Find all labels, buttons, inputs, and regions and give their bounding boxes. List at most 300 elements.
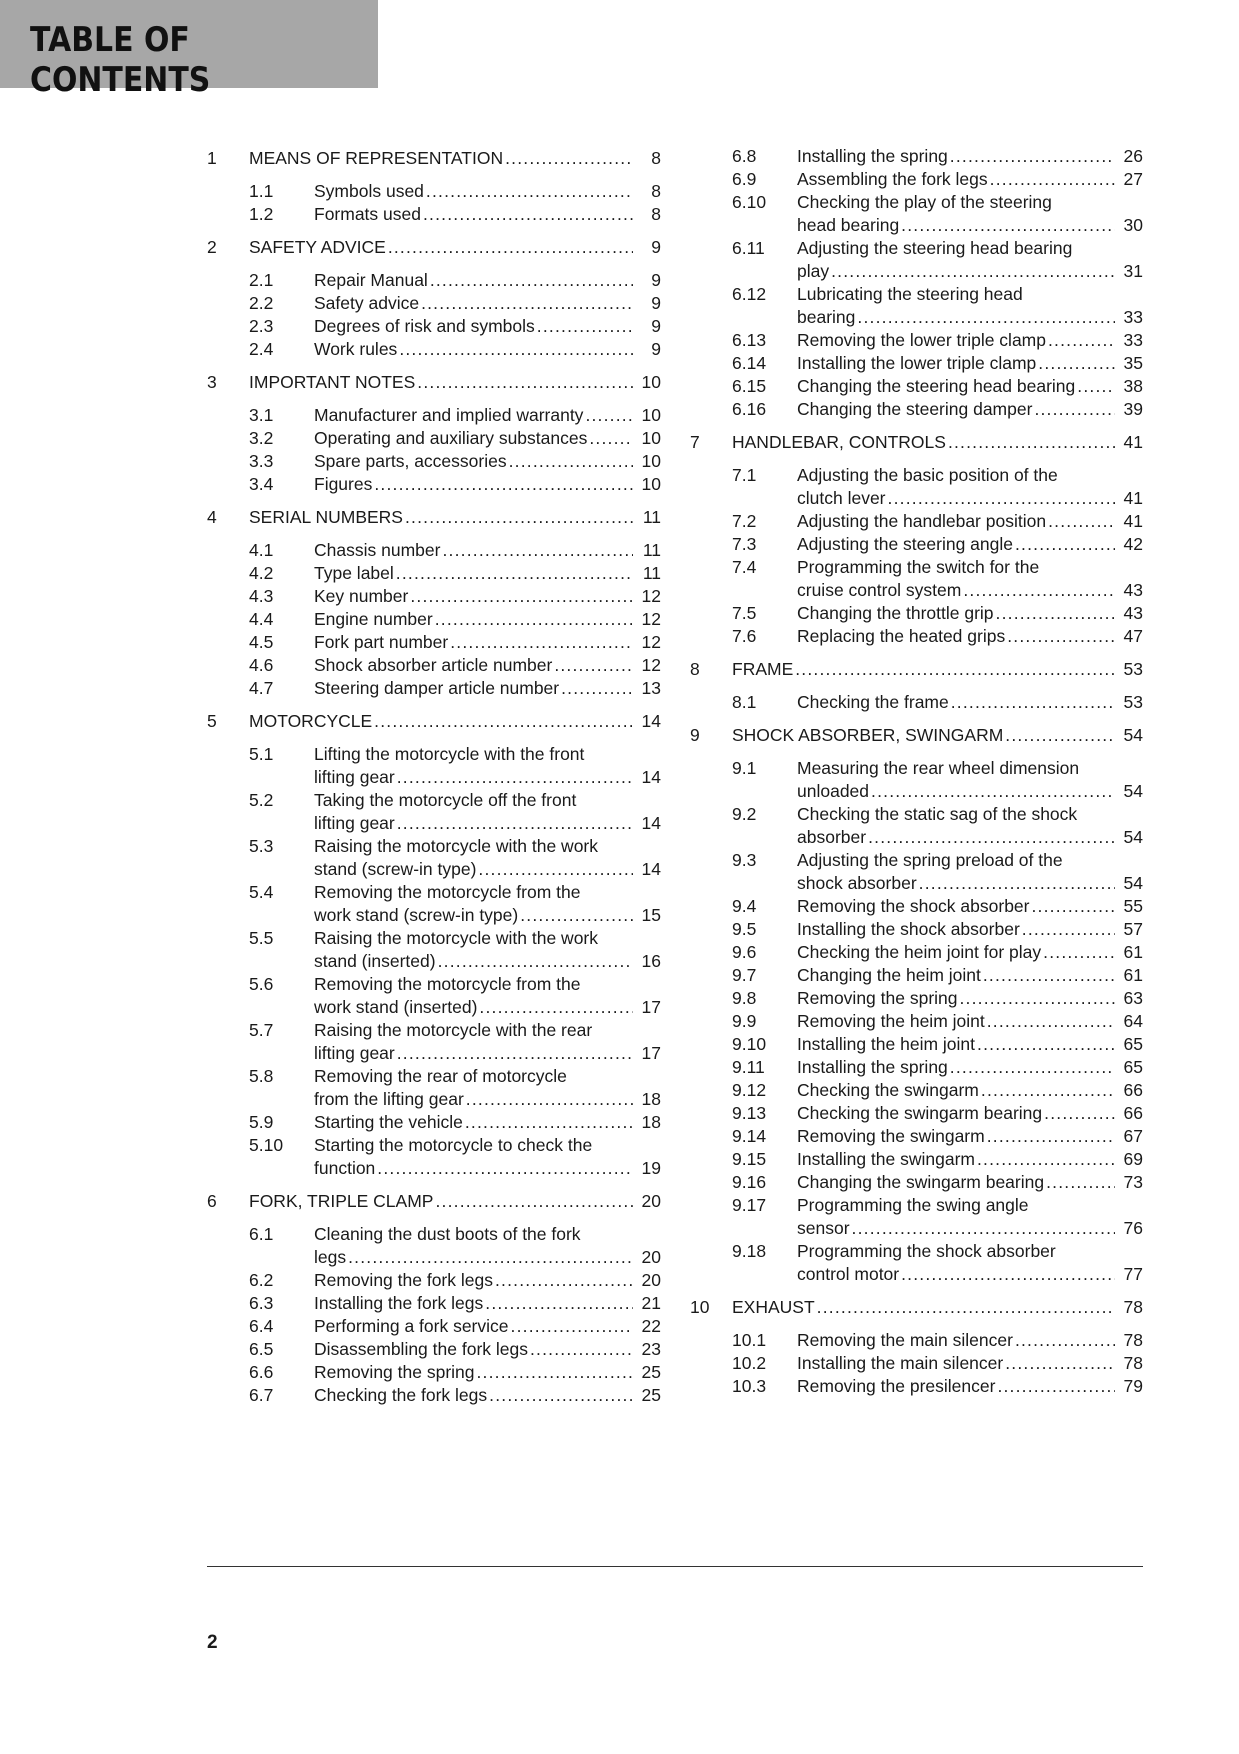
toc-entry-page: 17 <box>641 997 661 1017</box>
toc-entry-label <box>797 510 1143 533</box>
toc-section-entry[interactable] <box>690 1056 1143 1079</box>
toc-section-entry[interactable] <box>690 1375 1143 1398</box>
toc-section-entry[interactable] <box>207 1111 661 1134</box>
dot-leader <box>990 168 1115 191</box>
toc-entry-page: 65 <box>1123 1034 1143 1054</box>
toc-entry-title-line: sensor <box>797 1218 850 1238</box>
toc-entry-title-line: Installing the shock absorber <box>797 919 1020 939</box>
toc-section-entry[interactable] <box>690 895 1143 918</box>
toc-entry-number: 10 <box>690 1297 710 1317</box>
dot-leader <box>901 214 1115 237</box>
toc-section-entry[interactable] <box>207 1134 661 1180</box>
toc-entry-label <box>797 464 1143 510</box>
toc-entry-label <box>797 1010 1143 1033</box>
dot-leader <box>421 292 633 315</box>
toc-section-entry[interactable] <box>690 464 1143 510</box>
dot-leader <box>960 987 1116 1010</box>
toc-entry-label <box>797 964 1143 987</box>
toc-section-entry[interactable] <box>207 427 661 450</box>
toc-chapter-entry[interactable] <box>690 431 1143 454</box>
toc-entry-number: 6.9 <box>732 169 757 189</box>
toc-entry-title-line: Installing the heim joint <box>797 1034 976 1054</box>
dot-leader <box>561 677 633 700</box>
toc-section-entry[interactable] <box>207 1315 661 1338</box>
toc-section-entry[interactable] <box>690 533 1143 556</box>
toc-entry-title-line: Steering damper article number <box>314 678 560 698</box>
toc-entry-label <box>797 1171 1143 1194</box>
toc-section-entry[interactable] <box>207 1269 661 1292</box>
toc-entry-label <box>797 1056 1143 1079</box>
toc-entry-label <box>797 941 1143 964</box>
toc-chapter-entry[interactable] <box>690 724 1143 747</box>
dot-leader <box>397 1042 633 1065</box>
toc-section-entry[interactable] <box>207 450 661 473</box>
toc-entry-label <box>314 1269 661 1292</box>
toc-entry-label <box>314 539 661 562</box>
dot-leader <box>1031 895 1115 918</box>
toc-entry-page: 11 <box>642 563 661 583</box>
toc-section-entry[interactable] <box>207 608 661 631</box>
toc-entry-label <box>797 1352 1143 1375</box>
toc-section-entry[interactable] <box>207 789 661 835</box>
toc-entry-page: 33 <box>1123 330 1143 350</box>
toc-entry-title-line: Starting the vehicle <box>314 1112 463 1132</box>
toc-entry-title-line: Replacing the heated grips <box>797 626 1006 646</box>
toc-entry-title-line: unloaded <box>797 781 870 801</box>
dot-leader <box>479 996 633 1019</box>
toc-section-entry[interactable] <box>207 404 661 427</box>
toc-entry-title-line: Chassis number <box>314 540 441 560</box>
toc-entry-label <box>314 180 661 203</box>
toc-entry-title-line: Checking the frame <box>797 692 949 712</box>
toc-entry-title-line: Programming the swing angle <box>797 1195 1029 1215</box>
toc-entry-title-line: Removing the heim joint <box>797 1011 985 1031</box>
toc-entry-title-line: Installing the lower triple clamp <box>797 353 1037 373</box>
toc-entry-title-line: Changing the swingarm bearing <box>797 1172 1045 1192</box>
toc-section-entry[interactable] <box>690 510 1143 533</box>
toc-entry-page: 67 <box>1123 1126 1143 1146</box>
toc-section-entry[interactable] <box>207 881 661 927</box>
toc-entry-page: 12 <box>641 655 661 675</box>
toc-entry-label <box>797 918 1143 941</box>
toc-entry-number: 4.7 <box>249 678 274 698</box>
toc-entry-label <box>797 987 1143 1010</box>
toc-entry-page: 14 <box>641 813 661 833</box>
toc-entry-number: 4.1 <box>249 540 274 560</box>
toc-entry-label <box>314 1361 661 1384</box>
toc-section-entry[interactable] <box>690 1171 1143 1194</box>
toc-entry-number: 7.4 <box>732 557 757 577</box>
toc-entry-page: 17 <box>641 1043 661 1063</box>
toc-entry-title-line: stand (inserted) <box>314 951 436 971</box>
dot-leader <box>377 1157 633 1180</box>
toc-chapter-entry[interactable] <box>690 1296 1143 1319</box>
toc-entry-page: 54 <box>1123 725 1143 745</box>
toc-entry-title-line: SAFETY ADVICE <box>249 237 386 257</box>
toc-entry-label <box>797 191 1143 237</box>
toc-entry-title-line: control motor <box>797 1264 900 1284</box>
toc-entry-number: 1.1 <box>249 181 274 201</box>
toc-entry-page: 23 <box>641 1339 661 1359</box>
toc-entry-title-line: Removing the spring <box>797 988 958 1008</box>
toc-entry-label <box>797 352 1143 375</box>
toc-entry-title-line: shock absorber <box>797 873 917 893</box>
toc-section-entry[interactable] <box>207 973 661 1019</box>
toc-entry-title-line: MOTORCYCLE <box>249 711 373 731</box>
toc-section-entry[interactable] <box>690 329 1143 352</box>
toc-section-entry[interactable] <box>690 556 1143 602</box>
toc-entry-title-line: SHOCK ABSORBER, SWINGARM <box>732 725 1004 745</box>
dot-leader <box>977 1033 1115 1056</box>
toc-section-entry[interactable] <box>207 338 661 361</box>
toc-entry-title-line: FRAME <box>732 659 794 679</box>
toc-section-entry[interactable] <box>207 677 661 700</box>
toc-entry-title-line: lifting gear <box>314 813 395 833</box>
toc-section-entry[interactable] <box>690 168 1143 191</box>
toc-entry-label <box>732 724 1143 747</box>
toc-chapter-entry[interactable] <box>207 1190 661 1213</box>
toc-section-entry[interactable] <box>207 269 661 292</box>
toc-section-entry[interactable] <box>690 1352 1143 1375</box>
dot-leader <box>1077 375 1115 398</box>
toc-entry-title-line: Removing the rear of motorcycle <box>314 1066 567 1086</box>
toc-entry-number: 9.14 <box>732 1126 767 1146</box>
toc-entry-number: 9.4 <box>732 896 757 916</box>
toc-entry-title-line: Installing the spring <box>797 146 948 166</box>
toc-entry-title-line: Checking the fork legs <box>314 1385 488 1405</box>
toc-section-entry[interactable] <box>207 1338 661 1361</box>
toc-entry-title-line: FORK, TRIPLE CLAMP <box>249 1191 434 1211</box>
toc-entry-title-line: head bearing <box>797 215 900 235</box>
toc-section-entry[interactable] <box>207 292 661 315</box>
toc-section-entry[interactable] <box>207 927 661 973</box>
dot-leader <box>417 371 633 394</box>
toc-entry-page: 61 <box>1123 942 1143 962</box>
toc-entry-number: 9.11 <box>732 1057 765 1077</box>
toc-entry-title-line: Removing the main silencer <box>797 1330 1013 1350</box>
toc-section-entry[interactable] <box>690 849 1143 895</box>
toc-entry-number: 7.6 <box>732 626 757 646</box>
toc-section-entry[interactable] <box>690 602 1143 625</box>
toc-entry-label <box>314 203 661 226</box>
dot-leader <box>478 858 633 881</box>
toc-entry-label <box>797 602 1143 625</box>
toc-entry-page: 69 <box>1123 1149 1143 1169</box>
dot-leader <box>987 1125 1115 1148</box>
toc-section-entry[interactable] <box>207 1065 661 1111</box>
dot-leader <box>1048 510 1115 533</box>
toc-entry-page: 11 <box>642 507 661 527</box>
toc-entry-number: 9.16 <box>732 1172 767 1192</box>
toc-section-entry[interactable] <box>690 352 1143 375</box>
toc-entry-number: 2.3 <box>249 316 274 336</box>
dot-leader <box>374 710 633 733</box>
dot-leader <box>537 315 633 338</box>
toc-section-entry[interactable] <box>690 941 1143 964</box>
toc-section-entry[interactable] <box>207 743 661 789</box>
dot-leader <box>1022 918 1115 941</box>
toc-entry-title-line: Programming the switch for the <box>797 557 1040 577</box>
dot-leader <box>348 1246 633 1269</box>
toc-entry-title-line: Removing the motorcycle from the <box>314 882 581 902</box>
toc-entry-page: 53 <box>1123 692 1143 712</box>
toc-entry-number: 3.4 <box>249 474 274 494</box>
toc-entry-number: 1 <box>207 148 217 168</box>
toc-entry-number: 8 <box>690 659 700 679</box>
toc-entry-label <box>732 431 1143 454</box>
toc-entry-number: 6.10 <box>732 192 767 212</box>
dot-leader <box>410 585 633 608</box>
toc-section-entry[interactable] <box>690 625 1143 648</box>
toc-entry-page: 33 <box>1123 307 1143 327</box>
toc-entry-page: 8 <box>651 204 661 224</box>
toc-chapter-entry[interactable] <box>207 371 661 394</box>
dot-leader <box>977 1148 1115 1171</box>
toc-section-entry[interactable] <box>690 1125 1143 1148</box>
dot-leader <box>438 950 633 973</box>
toc-section-entry[interactable] <box>690 237 1143 283</box>
toc-entry-number: 10.2 <box>732 1353 767 1373</box>
toc-entry-page: 31 <box>1123 261 1143 281</box>
toc-entry-page: 9 <box>651 270 661 290</box>
dot-leader <box>530 1338 633 1361</box>
dot-leader <box>396 562 633 585</box>
toc-entry-title-line: Checking the play of the steering <box>797 192 1052 212</box>
toc-section-entry[interactable] <box>690 964 1143 987</box>
toc-entry-page: 54 <box>1123 827 1143 847</box>
dot-leader <box>868 826 1115 849</box>
dot-leader <box>997 1375 1115 1398</box>
toc-entry-title-line: Removing the shock absorber <box>797 896 1030 916</box>
toc-entry-number: 6.16 <box>732 399 767 419</box>
toc-entry-label <box>314 269 661 292</box>
toc-entry-page: 77 <box>1123 1264 1143 1284</box>
toc-entry-title-line: Lifting the motorcycle with the front <box>314 744 585 764</box>
toc-chapter-entry[interactable] <box>207 147 661 170</box>
toc-entry-label <box>797 1329 1143 1352</box>
toc-entry-page: 76 <box>1123 1218 1143 1238</box>
dot-leader <box>426 180 633 203</box>
toc-entry-label <box>797 757 1143 803</box>
dot-leader <box>888 487 1115 510</box>
toc-chapter-entry[interactable] <box>207 506 661 529</box>
toc-entry-title-line: from the lifting gear <box>314 1089 464 1109</box>
toc-chapter-entry[interactable] <box>690 658 1143 681</box>
toc-entry-label <box>249 506 661 529</box>
toc-entry-label <box>314 450 661 473</box>
dot-leader <box>388 236 633 259</box>
toc-entry-page: 43 <box>1123 580 1143 600</box>
toc-section-entry[interactable] <box>690 803 1143 849</box>
toc-entry-title-line: Raising the motorcycle with the work <box>314 836 598 856</box>
toc-section-entry[interactable] <box>207 203 661 226</box>
toc-entry-page: 78 <box>1123 1353 1143 1373</box>
toc-entry-number: 4.3 <box>249 586 274 606</box>
toc-chapter-entry[interactable] <box>207 236 661 259</box>
toc-entry-number: 6.5 <box>249 1339 274 1359</box>
toc-section-entry[interactable] <box>690 1102 1143 1125</box>
toc-entry-title-line: SERIAL NUMBERS <box>249 507 403 527</box>
toc-entry-number: 2.2 <box>249 293 274 313</box>
toc-section-entry[interactable] <box>207 180 661 203</box>
toc-entry-page: 9 <box>651 316 661 336</box>
dot-leader <box>950 145 1115 168</box>
toc-entry-label <box>797 556 1143 602</box>
toc-entry-number: 5.2 <box>249 790 274 810</box>
toc-entry-page: 14 <box>641 767 661 787</box>
toc-entry-title-line: function <box>314 1158 376 1178</box>
page-title: TABLE OF CONTENTS <box>30 20 211 100</box>
toc-entry-page: 38 <box>1123 376 1143 396</box>
toc-section-entry[interactable] <box>690 691 1143 714</box>
toc-section-entry[interactable] <box>207 654 661 677</box>
toc-entry-number: 6.1 <box>249 1224 274 1244</box>
toc-entry-page: 9 <box>651 339 661 359</box>
toc-entry-number: 10.3 <box>732 1376 767 1396</box>
header-banner <box>0 0 378 100</box>
toc-entry-title-line: Key number <box>314 586 409 606</box>
dot-leader <box>948 431 1115 454</box>
toc-entry-title-line: Repair Manual <box>314 270 428 290</box>
toc-entry-number: 5.9 <box>249 1112 274 1132</box>
toc-section-entry[interactable] <box>207 1223 661 1269</box>
dot-leader <box>901 1263 1115 1286</box>
toc-entry-title-line: Adjusting the basic position of the <box>797 465 1058 485</box>
toc-entry-page: 64 <box>1123 1011 1143 1031</box>
toc-entry-label <box>797 1125 1143 1148</box>
toc-entry-label <box>314 1019 661 1065</box>
toc-section-entry[interactable] <box>690 1148 1143 1171</box>
toc-entry-label <box>797 375 1143 398</box>
toc-entry-page: 10 <box>641 451 661 471</box>
toc-entry-page: 57 <box>1123 919 1143 939</box>
toc-entry-label <box>797 1375 1143 1398</box>
toc-entry-number: 4.6 <box>249 655 274 675</box>
toc-section-entry[interactable] <box>207 835 661 881</box>
toc-entry-number: 2 <box>207 237 217 257</box>
toc-section-entry[interactable] <box>690 757 1143 803</box>
toc-entry-title-line: Changing the heim joint <box>797 965 981 985</box>
toc-section-entry[interactable] <box>207 631 661 654</box>
toc-section-entry[interactable] <box>207 1384 661 1407</box>
toc-section-entry[interactable] <box>690 283 1143 329</box>
toc-section-entry[interactable] <box>207 315 661 338</box>
dot-leader <box>1043 941 1115 964</box>
toc-entry-label <box>797 803 1143 849</box>
toc-entry-number: 5.3 <box>249 836 274 856</box>
dot-leader <box>817 1296 1115 1319</box>
toc-section-entry[interactable] <box>207 539 661 562</box>
toc-entry-page: 14 <box>641 711 661 731</box>
toc-section-entry[interactable] <box>207 1292 661 1315</box>
toc-entry-title-line: work stand (inserted) <box>314 997 478 1017</box>
toc-entry-number: 5.10 <box>249 1135 284 1155</box>
page-number: 2 <box>207 1632 218 1653</box>
toc-entry-number: 9.18 <box>732 1241 767 1261</box>
toc-chapter-entry[interactable] <box>207 710 661 733</box>
dot-leader <box>489 1384 633 1407</box>
footer-rule <box>207 1566 1143 1567</box>
toc-entry-title-line: Spare parts, accessories <box>314 451 507 471</box>
toc-entry-number: 9.13 <box>732 1103 767 1123</box>
toc-section-entry[interactable] <box>690 398 1143 421</box>
toc-entry-title-line: Checking the swingarm <box>797 1080 979 1100</box>
toc-entry-number: 6.13 <box>732 330 767 350</box>
toc-section-entry[interactable] <box>207 562 661 585</box>
toc-entry-page: 55 <box>1123 896 1143 916</box>
toc-entry-title-line: Checking the swingarm bearing <box>797 1103 1043 1123</box>
toc-section-entry[interactable] <box>690 145 1143 168</box>
toc-entry-page: 19 <box>641 1158 661 1178</box>
toc-section-entry[interactable] <box>690 1010 1143 1033</box>
toc-entry-page: 54 <box>1123 873 1143 893</box>
toc-section-entry[interactable] <box>690 1079 1143 1102</box>
toc-entry-title-line: Changing the throttle grip <box>797 603 994 623</box>
toc-section-entry[interactable] <box>690 191 1143 237</box>
toc-section-entry[interactable] <box>207 1019 661 1065</box>
toc-entry-number: 5.8 <box>249 1066 274 1086</box>
toc-section-entry[interactable] <box>690 918 1143 941</box>
toc-entry-number: 2.4 <box>249 339 274 359</box>
dot-leader <box>511 1315 633 1338</box>
dot-leader <box>589 427 633 450</box>
toc-section-entry[interactable] <box>690 375 1143 398</box>
toc-section-entry[interactable] <box>207 585 661 608</box>
dot-leader <box>1038 352 1115 375</box>
toc-entry-number: 5.5 <box>249 928 274 948</box>
toc-entry-label <box>314 881 661 927</box>
toc-section-entry[interactable] <box>207 1361 661 1384</box>
toc-entry-number: 3.3 <box>249 451 274 471</box>
toc-entry-title-line: Removing the lower triple clamp <box>797 330 1046 350</box>
toc-entry-label <box>314 1111 661 1134</box>
toc-entry-number: 9.2 <box>732 804 757 824</box>
toc-entry-number: 6.12 <box>732 284 767 304</box>
dot-leader <box>466 1088 633 1111</box>
toc-entry-label <box>314 1384 661 1407</box>
toc-entry-title-line: work stand (screw-in type) <box>314 905 519 925</box>
toc-entry-title-line: EXHAUST <box>732 1297 815 1317</box>
toc-entry-page: 20 <box>641 1247 661 1267</box>
toc-section-entry[interactable] <box>690 1329 1143 1352</box>
dot-leader <box>950 1056 1115 1079</box>
toc-entry-label <box>249 371 661 394</box>
toc-entry-page: 12 <box>641 586 661 606</box>
toc-entry-page: 27 <box>1123 169 1143 189</box>
toc-section-entry[interactable] <box>207 473 661 496</box>
toc-section-entry[interactable] <box>690 1240 1143 1286</box>
toc-section-entry[interactable] <box>690 1033 1143 1056</box>
toc-entry-label <box>797 1033 1143 1056</box>
toc-entry-page: 41 <box>1123 432 1143 452</box>
toc-entry-label <box>797 1102 1143 1125</box>
toc-entry-page: 18 <box>641 1089 661 1109</box>
toc-section-entry[interactable] <box>690 1194 1143 1240</box>
toc-entry-page: 21 <box>641 1293 661 1313</box>
toc-entry-title-line: Checking the heim joint for play <box>797 942 1042 962</box>
toc-entry-page: 65 <box>1123 1057 1143 1077</box>
dot-leader <box>495 1269 633 1292</box>
toc-entry-page: 25 <box>641 1362 661 1382</box>
toc-entry-title-line: Removing the spring <box>314 1362 475 1382</box>
toc-entry-page: 43 <box>1123 603 1143 623</box>
toc-entry-page: 8 <box>651 148 661 168</box>
toc-entry-number: 6.11 <box>732 238 765 258</box>
dot-leader <box>397 812 633 835</box>
toc-entry-page: 41 <box>1123 488 1143 508</box>
toc-section-entry[interactable] <box>690 987 1143 1010</box>
toc-entry-label <box>314 927 661 973</box>
